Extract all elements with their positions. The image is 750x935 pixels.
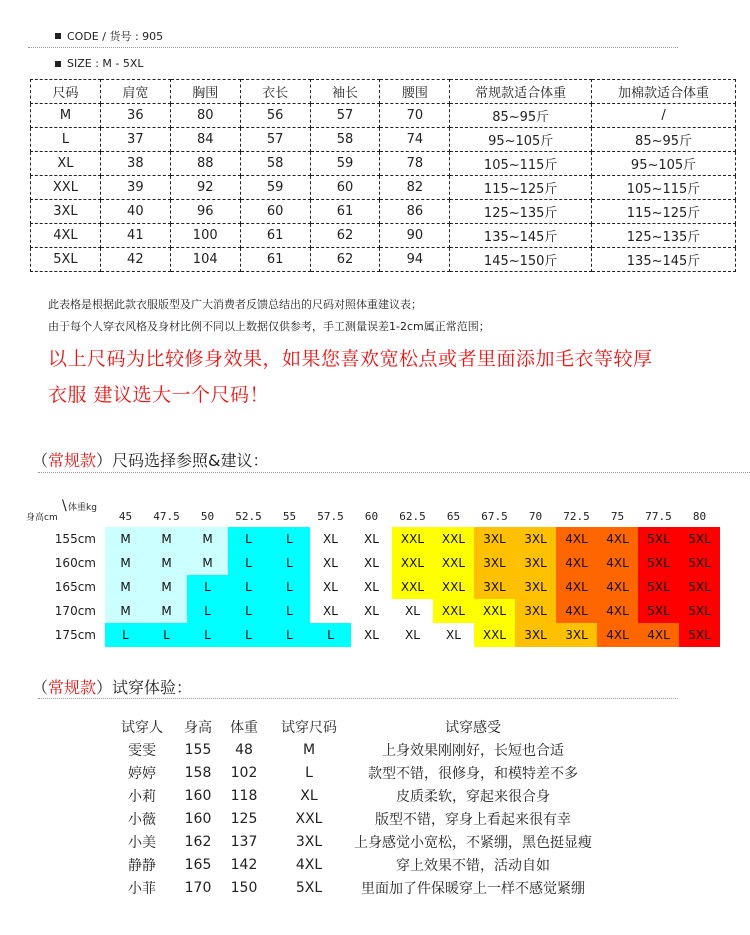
tryon-cell: 小莉 [128,788,156,805]
tryon-cell: 162 [184,833,212,850]
size-cell: L [269,527,310,551]
height-header: 160cm [54,556,96,570]
divider [38,698,678,699]
tryon-column-header: 体重 [230,719,258,736]
tryon-column-header: 试穿人 [121,719,163,736]
height-header: 175cm [54,628,96,642]
tryon-cell: 142 [230,856,258,873]
size-cell: L [146,623,187,647]
size-cell: XXL [392,575,433,599]
size-cell: M [146,527,187,551]
size-cell: XXL [474,623,515,647]
spec-cell: 115~125斤 [592,200,736,224]
tryon-cell: 158 [184,764,212,781]
spec-row [31,200,736,224]
size-cell: L [228,575,269,599]
spec-cell: 38 [100,152,170,176]
tryon-row [112,876,592,899]
spec-cell: 84 [170,128,240,152]
tryon-row [112,761,592,784]
spec-row [31,128,736,152]
size-cell: L [228,599,269,623]
size-cell: 5XL [679,623,720,647]
tryon-cell: 118 [230,787,258,804]
spec-cell: 61 [240,248,310,272]
corner-height-label: 身高cm [26,513,58,523]
size-cell: L [228,527,269,551]
spec-cell: M [31,104,101,128]
size-cell: XL [351,551,392,575]
size-cell: L [269,551,310,575]
weight-header: 47.5 [153,510,180,523]
size-cell: 5XL [679,527,720,551]
size-cell: XL [310,527,351,551]
spec-cell: 39 [100,176,170,200]
spec-cell: 5XL [31,248,101,272]
spec-cell: 80 [170,104,240,128]
size-cell: 4XL [556,551,597,575]
spec-cell: 4XL [31,224,101,248]
spec-row [31,104,736,128]
spec-cell: 125~135斤 [450,200,592,224]
size-cell: XXL [433,599,474,623]
spec-cell: 105~115斤 [450,152,592,176]
height-header: 165cm [54,580,96,594]
tryon-cell: 4XL [295,856,323,873]
weight-header: 57.5 [317,510,344,523]
divider [38,472,750,473]
size-cell: M [146,599,187,623]
spec-cell: 61 [310,200,380,224]
spec-cell: 3XL [31,200,101,224]
size-cell: L [269,575,310,599]
size-cell: 4XL [597,623,638,647]
spec-cell: 85~95斤 [592,128,736,152]
weight-header: 45 [118,510,133,523]
tryon-cell: 版型不错，穿身上看起来很有幸 [375,811,571,828]
tryon-row [112,807,592,830]
spec-cell: 95~105斤 [450,128,592,152]
spec-cell: 86 [380,200,450,224]
spec-row [31,176,736,200]
spec-column-header: 尺码 [31,80,101,104]
weight-header: 80 [692,510,707,523]
size-cell: 3XL [474,551,515,575]
warning-line-1: 以上尺码为比较修身效果，如果您喜欢宽松点或者里面添加毛衣等较厚 [48,348,653,370]
tryon-cell: 小薇 [128,811,156,828]
tryon-cell: 160 [184,787,212,804]
tryon-row [112,830,592,853]
tryon-cell: 小美 [128,834,156,851]
spec-cell: L [31,128,101,152]
tryon-cell: 里面加了件保暖穿上一样不感觉紧绷 [361,880,585,897]
weight-header: 62.5 [399,510,426,523]
size-cell: L [187,623,228,647]
height-header: 170cm [54,604,96,618]
spec-column-header: 常规款适合体重 [450,80,592,104]
tryon-cell: L [305,764,313,781]
size-cell: XXL [474,599,515,623]
size-cell: 4XL [597,599,638,623]
size-cell: XL [310,575,351,599]
tryon-header-row [112,715,592,738]
tryon-cell: 125 [230,810,258,827]
spec-cell: 125~135斤 [592,224,736,248]
weight-header: 75 [610,510,625,523]
tryon-cell: 137 [230,833,258,850]
size-cell: 4XL [556,527,597,551]
code-line [55,28,163,44]
spec-cell: 74 [380,128,450,152]
spec-cell: 58 [240,152,310,176]
weight-header: 70 [528,510,543,523]
spec-cell: 62 [310,224,380,248]
tryon-cell: XXL [295,810,323,827]
weight-header: 52.5 [235,510,262,523]
spec-cell: 115~125斤 [450,176,592,200]
size-guide-title: （常规款）尺码选择参照&建议： [32,451,269,470]
spec-cell: 95~105斤 [592,152,736,176]
size-cell: 4XL [556,599,597,623]
tryon-table [112,715,592,899]
corner-slash: \ [62,498,67,514]
tryon-cell: 5XL [295,879,323,896]
size-cell: M [105,575,146,599]
tryon-cell: 155 [184,741,212,758]
spec-cell: 58 [310,128,380,152]
size-cell: 3XL [515,575,556,599]
size-cell: 4XL [597,575,638,599]
size-cell: 4XL [597,527,638,551]
size-line [55,57,144,70]
tryon-cell: 小菲 [128,880,156,897]
spec-column-header: 胸围 [170,80,240,104]
spec-cell: 94 [380,248,450,272]
size-cell: XL [351,575,392,599]
size-cell: M [146,575,187,599]
weight-header: 50 [200,510,215,523]
spec-cell: 96 [170,200,240,224]
size-cell: XL [433,623,474,647]
spec-cell: 135~145斤 [592,248,736,272]
size-cell: M [105,551,146,575]
size-cell: 5XL [638,599,679,623]
size-cell: L [105,623,146,647]
spec-cell: 100 [170,224,240,248]
weight-header: 72.5 [563,510,590,523]
spec-row [31,224,736,248]
weight-header: 55 [282,510,297,523]
size-cell: M [187,551,228,575]
spec-header-row [31,80,736,104]
size-cell: 5XL [679,551,720,575]
tryon-cell: 皮质柔软，穿起来很合身 [396,788,550,805]
spec-cell: 36 [100,104,170,128]
corner-weight-label: 体重kg [68,503,97,513]
size-cell: XL [351,623,392,647]
tryon-cell: 150 [230,879,258,896]
spec-cell: 135~145斤 [450,224,592,248]
tryon-column-header: 身高 [184,719,212,736]
spec-cell: / [592,104,736,128]
tryon-cell: 上身效果刚刚好，长短也合适 [382,742,564,759]
size-cell: 5XL [679,599,720,623]
tryon-cell: XL [300,787,318,804]
size-cell: 4XL [638,623,679,647]
spec-cell: 37 [100,128,170,152]
size-cell: L [228,551,269,575]
spec-column-header: 袖长 [310,80,380,104]
tryon-cell: 雯雯 [128,742,156,759]
spec-row [31,152,736,176]
tryon-cell: 静静 [128,857,156,874]
weight-header: 65 [446,510,461,523]
size-cell: 3XL [515,623,556,647]
weight-header: 77.5 [645,510,672,523]
size-spec-table [30,79,736,272]
weight-header: 60 [364,510,379,523]
size-cell: XXL [433,527,474,551]
tryon-title-highlight: 常规款 [48,678,97,697]
size-cell: 5XL [638,575,679,599]
spec-column-header: 衣长 [240,80,310,104]
size-cell: L [187,575,228,599]
size-cell: L [269,623,310,647]
size-cell: L [269,599,310,623]
size-cell: L [310,623,351,647]
size-cell: XL [310,599,351,623]
size-cell: 3XL [474,575,515,599]
size-cell: XXL [392,527,433,551]
tryon-cell: 102 [230,764,258,781]
spec-cell: 40 [100,200,170,224]
spec-cell: 62 [310,248,380,272]
spec-cell: XL [31,152,101,176]
spec-cell: 42 [100,248,170,272]
spec-cell: 59 [240,176,310,200]
size-cell: M [105,527,146,551]
size-cell: 3XL [515,599,556,623]
size-cell: XXL [392,551,433,575]
spec-cell: 60 [240,200,310,224]
weight-header: 67.5 [481,510,508,523]
tryon-cell: 170 [184,879,212,896]
spec-cell: 57 [240,128,310,152]
size-cell: XL [392,623,433,647]
spec-cell: 88 [170,152,240,176]
tryon-cell: 3XL [295,833,323,850]
size-cell: 4XL [556,575,597,599]
tryon-cell: 上身感觉小宽松，不紧绷，黑色挺显瘦 [354,834,592,851]
size-cell: XL [351,599,392,623]
tryon-cell: 48 [235,741,253,758]
size-cell: XL [351,527,392,551]
spec-cell: 145~150斤 [450,248,592,272]
size-cell: L [228,623,269,647]
divider [28,47,678,48]
spec-cell: 92 [170,176,240,200]
spec-row [31,248,736,272]
spec-cell: XXL [31,176,101,200]
height-header: 155cm [54,532,96,546]
size-cell: 5XL [638,551,679,575]
size-cell: 4XL [597,551,638,575]
size-label: SIZE : M - 5XL [67,57,144,70]
note-line-1: 此表格是根据此款衣服版型及广大消费者反馈总结出的尺码对照体重建议表； [48,298,422,311]
note-line-2: 由于每个人穿衣风格及身材比例不同以上数据仅供参考，手工测量误差1-2cm属正常范围； [48,320,490,333]
tryon-cell: M [302,741,316,758]
tryon-title: （常规款）试穿体验： [32,678,193,697]
spec-column-header: 肩宽 [100,80,170,104]
spec-cell: 78 [380,152,450,176]
size-cell: L [187,599,228,623]
tryon-row [112,853,592,876]
size-cell: XXL [433,575,474,599]
spec-cell: 82 [380,176,450,200]
spec-column-header: 加棉款适合体重 [592,80,736,104]
size-cell: M [105,599,146,623]
spec-cell: 70 [380,104,450,128]
spec-cell: 56 [240,104,310,128]
spec-cell: 41 [100,224,170,248]
warning-line-2: 衣服 建议选大一个尺码！ [48,384,270,406]
spec-cell: 104 [170,248,240,272]
tryon-cell: 165 [184,856,212,873]
tryon-cell: 款型不错，很修身，和模特差不多 [368,765,578,782]
tryon-row [112,784,592,807]
size-cell: 3XL [556,623,597,647]
size-cell: XL [310,551,351,575]
spec-cell: 60 [310,176,380,200]
spec-cell: 61 [240,224,310,248]
code-label: CODE / 货号 : 905 [67,30,164,43]
size-cell: M [187,527,228,551]
size-cell: 5XL [679,575,720,599]
spec-column-header: 腰围 [380,80,450,104]
size-cell: 3XL [515,527,556,551]
spec-cell: 90 [380,224,450,248]
tryon-cell: 穿上效果不错，活动自如 [396,857,550,874]
size-cell: XXL [433,551,474,575]
tryon-row [112,738,592,761]
tryon-column-header: 试穿感受 [445,719,501,736]
size-guide-title-highlight: 常规款 [48,451,97,470]
tryon-cell: 160 [184,810,212,827]
tryon-column-header: 试穿尺码 [281,719,337,736]
size-cell: 5XL [638,527,679,551]
tryon-cell: 婷婷 [128,765,156,782]
size-cell: 3XL [515,551,556,575]
bullet-icon [55,33,61,39]
size-cell: XL [392,599,433,623]
size-cell: M [146,551,187,575]
spec-cell: 57 [310,104,380,128]
bullet-icon [55,61,61,67]
size-cell: 3XL [474,527,515,551]
spec-cell: 59 [310,152,380,176]
spec-cell: 85~95斤 [450,104,592,128]
spec-cell: 105~115斤 [592,176,736,200]
